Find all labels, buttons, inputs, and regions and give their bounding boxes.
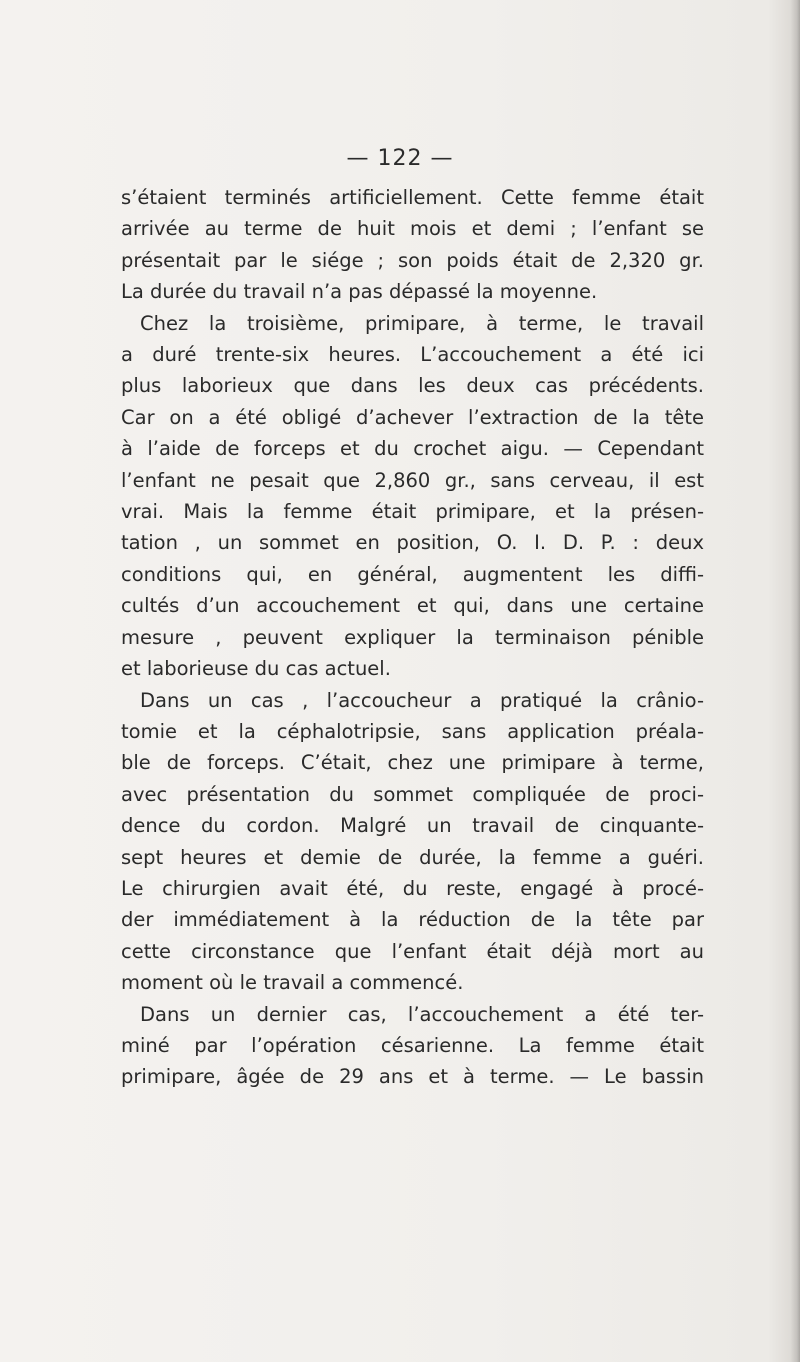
text-line: mesure , peuvent expliquer la terminaison pénible <box>121 625 704 649</box>
text-line: Le chirurgien avait été, du reste, engagé à procé- <box>121 876 704 900</box>
text-line: Dans un cas , l’accoucheur a pratiqué la crânio- <box>140 688 704 712</box>
text-line: avec présentation du sommet compliquée de proci- <box>121 782 704 806</box>
text-line: sept heures et demie de durée, la femme a guéri. <box>121 845 704 869</box>
text-line: cette circonstance que l’enfant était déjà mort au <box>121 939 704 963</box>
text-line: cultés d’un accouchement et qui, dans une certaine <box>121 594 704 618</box>
page-edge-shadow <box>790 0 800 1362</box>
body-text <box>121 182 704 1093</box>
text-line: l’enfant ne pesait que 2,860 gr., sans cerveau, il est <box>121 468 704 492</box>
text-line: vrai. Mais la femme était primipare, et la présen- <box>121 500 704 524</box>
text-line: der immédiatement à la réduction de la tête par <box>121 908 704 932</box>
text-line: Car on a été obligé d’achever l’extraction de la tête <box>121 405 704 429</box>
text-line: plus laborieux que dans les deux cas précédents. <box>121 374 704 398</box>
text-line: Dans un dernier cas, l’accouchement a été ter- <box>140 1002 704 1026</box>
text-line: ble de forceps. C’était, chez une primipare à terme, <box>121 751 704 775</box>
text-line: a duré trente-six heures. L’accouchement a été ici <box>121 343 704 367</box>
text-line: conditions qui, en général, augmentent les diffi- <box>121 562 704 586</box>
text-line: primipare, âgée de 29 ans et à terme. — Le bassin <box>121 1065 704 1089</box>
page-number: — 122 — <box>346 146 454 171</box>
text-line: moment où le travail a commencé. <box>121 971 464 995</box>
text-line: Chez la troisième, primipare, à terme, le travail <box>140 311 704 335</box>
text-line: tation , un sommet en position, O. I. D. P. : deux <box>121 531 704 555</box>
text-line: s’étaient terminés artificiellement. Cette femme était <box>121 186 704 209</box>
text-line: à l’aide de forceps et du crochet aigu. — Cependant <box>121 437 704 461</box>
text-line: miné par l’opération césarienne. La femme était <box>121 1033 704 1057</box>
text-line: et laborieuse du cas actuel. <box>121 657 391 681</box>
text-line: dence du cordon. Malgré un travail de cinquante- <box>121 814 704 838</box>
text-line: arrivée au terme de huit mois et demi ; l’enfant se <box>121 217 704 241</box>
text-line: présentait par le siége ; son poids était de 2,320 gr. <box>121 248 704 272</box>
text-line: tomie et la céphalotripsie, sans application préala- <box>121 719 704 743</box>
text-line: La durée du travail n’a pas dépassé la moyenne. <box>121 280 598 304</box>
